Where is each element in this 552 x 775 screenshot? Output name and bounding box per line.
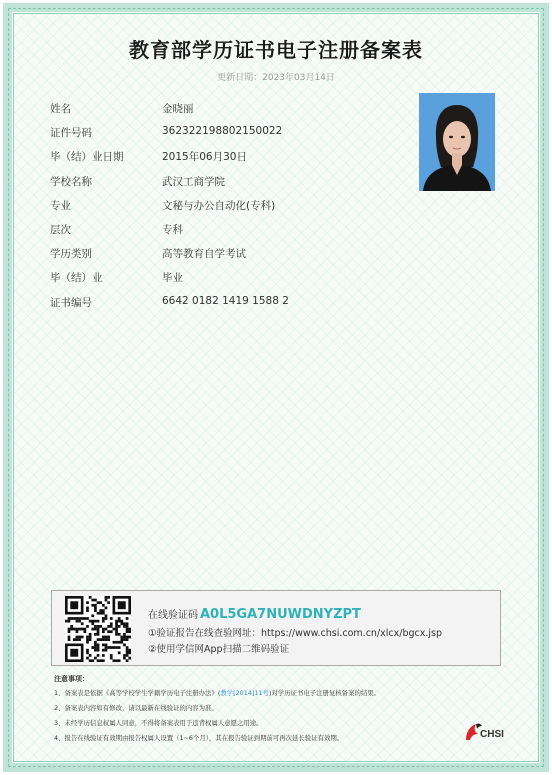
- note-3: 3、未经学历信息权属人同意，不得将备案表用于违背权属人意愿之用途。: [54, 719, 263, 727]
- field-label: 证件号码: [50, 127, 92, 139]
- field-label: 专业: [50, 200, 71, 212]
- note-1-text-a: 1、备案表是依据《高等学校学生学籍学历电子注册办法》(: [54, 689, 221, 697]
- field-value: 高等教育自学考试: [162, 248, 246, 260]
- chsi-logo: [462, 720, 512, 744]
- note-1: [54, 688, 380, 697]
- field-value: 金晓丽: [162, 103, 194, 115]
- note-2: 2、备案表内容如有修改，请以最新在线验证的内容为准。: [54, 704, 218, 712]
- verification-code: A0L5GA7NUWDNYZPT: [200, 607, 361, 622]
- update-date: 2023年03月14日: [262, 73, 335, 83]
- update-date-label: 更新日期：: [217, 73, 263, 83]
- field-label: 学校名称: [50, 176, 92, 188]
- update-date-line: [0, 70, 552, 83]
- verification-box: [51, 590, 501, 666]
- verification-url-line: ①验证报告在线查验网址：https://www.chsi.com.cn/xlcx/bgcx.jsp: [148, 628, 442, 639]
- note-1-text-b: )对学历证书电子注册复核备案的结果。: [268, 689, 381, 697]
- id-photo: [419, 93, 495, 191]
- field-label: 证书编号: [50, 297, 92, 309]
- qr-code-image: [65, 596, 131, 662]
- field-value: 362322198802150022: [162, 125, 283, 137]
- verification-code-label: 在线验证码: [148, 610, 198, 621]
- field-label: 层次: [50, 224, 71, 236]
- field-value: 专科: [162, 224, 183, 236]
- field-label: 毕（结）业日期: [50, 151, 124, 163]
- verification-code-line: [148, 606, 361, 622]
- field-value: 毕业: [162, 272, 183, 284]
- field-value: 武汉工商学院: [162, 176, 225, 188]
- regulation-link[interactable]: 教学[2014]11号: [220, 689, 269, 697]
- verification-app-line: ②使用学信网App扫描二维码验证: [148, 644, 290, 655]
- portrait-image: [419, 93, 495, 191]
- notes-title: 注意事项：: [54, 675, 89, 683]
- field-value: 文秘与办公自动化(专科): [162, 200, 276, 212]
- page-title: 教育部学历证书电子注册备案表: [129, 38, 423, 62]
- field-label: 毕（结）业: [50, 272, 103, 284]
- field-label: 学历类别: [50, 248, 92, 260]
- field-label: 姓名: [50, 103, 71, 115]
- qr-code[interactable]: [65, 596, 131, 662]
- field-value: 2015年06月30日: [162, 151, 247, 163]
- field-value: 6642 0182 1419 1588 2: [162, 295, 289, 307]
- chsi-logo-text: CHSI: [480, 729, 504, 740]
- note-4: 4、报告在线验证有效期由报告权属人设置（1~6个月），其在报告验证到期前可再次延长验证有效期。: [54, 734, 344, 742]
